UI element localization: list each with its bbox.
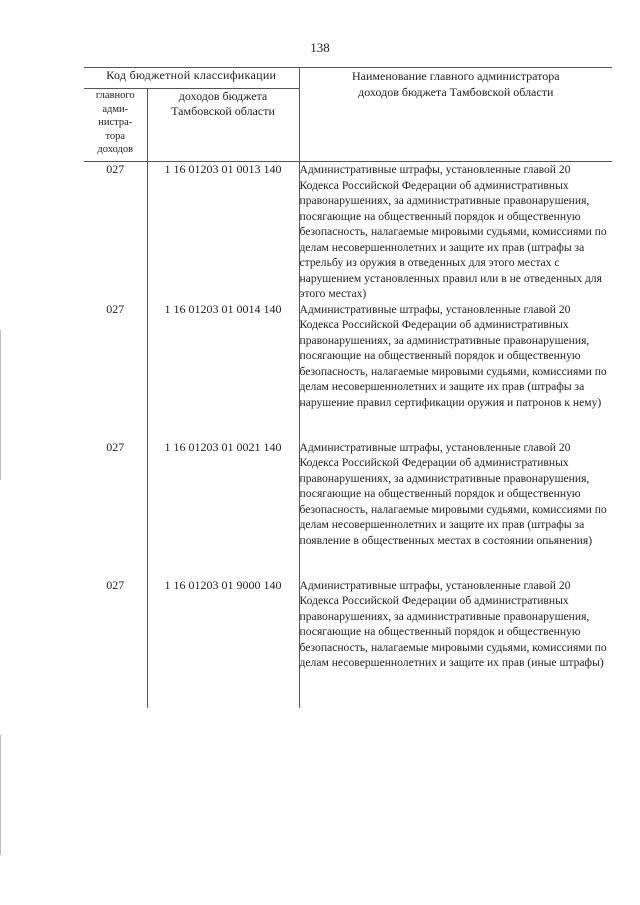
- income-name-cell: Административные штрафы, установленные главой 20 Кодекса Российской Федерации об административных правонарушениях, за административные правонарушения, посягающие на общественный порядок и общественную безопасность, налагаемые мировыми судьями, комиссиями по делам несовершеннолетних и защите их прав (штрафы за стрельбу из оружия в отведенных для этого местах с нарушением установленных правил или в не отведенных для этого местах): [299, 163, 607, 300]
- table-row: [84, 440, 612, 578]
- table-row: [84, 578, 612, 708]
- scan-edge-mark: [0, 735, 1, 855]
- budget-classification-table-container: [84, 67, 612, 708]
- income-name-cell: Административные штрафы, установленные главой 20 Кодекса Российской Федерации об административных правонарушениях, за административные правонарушения, посягающие на общественный порядок и общественную безопасность, налагаемые мировыми судьями, комиссиями по делам несовершеннолетних и защите их прав (иные штрафы): [299, 578, 607, 669]
- header-income-column: доходов бюджета Тамбовской области: [147, 89, 299, 162]
- table-row: [84, 302, 612, 440]
- admin-code-cell: 027: [84, 440, 147, 578]
- admin-code-cell: 027: [84, 162, 147, 302]
- income-name-cell: Административные штрафы, установленные главой 20 Кодекса Российской Федерации об административных правонарушениях, за административные правонарушения, посягающие на общественный порядок и общественную безопасность, налагаемые мировыми судьями, комиссиями по делам несовершеннолетних и защите их прав (штрафы за появление в общественных местах в состоянии опьянения): [299, 440, 607, 547]
- income-code-cell: 1 16 01203 01 0013 140: [147, 162, 299, 302]
- income-name-cell: Административные штрафы, установленные главой 20 Кодекса Российской Федерации об административных правонарушениях, за административные правонарушения, посягающие на общественный порядок и общественную безопасность, налагаемые мировыми судьями, комиссиями по делам несовершеннолетних и защите их прав (штрафы за нарушение правил сертификации оружия и патронов к нему): [299, 302, 607, 409]
- budget-classification-table: [84, 67, 612, 708]
- income-code-cell: 1 16 01203 01 9000 140: [147, 578, 299, 708]
- admin-code-cell: 027: [84, 578, 147, 708]
- scan-edge-mark: [0, 330, 1, 480]
- income-code-cell: 1 16 01203 01 0014 140: [147, 302, 299, 440]
- header-admin-column: главного адми- нистра- тора доходов: [84, 89, 147, 162]
- header-code-group: Код бюджетной классификации: [84, 68, 299, 89]
- income-code-cell: 1 16 01203 01 0021 140: [147, 440, 299, 578]
- page-number: 138: [310, 40, 330, 55]
- admin-code-cell: 027: [84, 302, 147, 440]
- table-row: [84, 162, 612, 302]
- header-name-column: Наименование главного администратора доходов бюджета Тамбовской области: [299, 68, 612, 162]
